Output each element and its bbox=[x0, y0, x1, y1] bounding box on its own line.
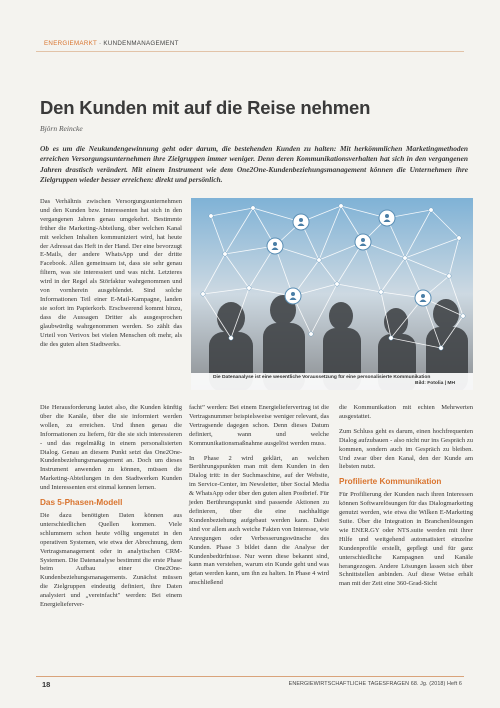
column-3 bbox=[339, 404, 473, 595]
network-node bbox=[251, 206, 255, 210]
paragraph: Die dazu benötigten Daten können aus unterschiedlichen Quellen kommen. Viele schlummern schon heute völlig ungenutzt in den operativen Systemen, wie etwa der Abrechnung, dem Vertragsmanagement oder in analytischen CRM-Systemen. Die Datenanalyse bestimmt die erste Phase beim Aufbau einer One2One-Kundenbeziehungsmanagements. Zunächst müssen die Zielgruppen eindeutig definiert, ihre Daten analysiert und „vereinfacht" werden: Bei einem Energielieferver- bbox=[40, 511, 182, 609]
network-node bbox=[317, 258, 321, 262]
network-illustration bbox=[191, 198, 473, 390]
column-1-bottom bbox=[40, 404, 182, 616]
article-lead: Ob es um die Neukundengewinnung geht oder darum, die bestehenden Kunden zu halten: Mit herkömmlichen Marketingmethoden erreichen Versorgungsunternehmen ihre Zielgruppen immer weniger. Denn deren Kommunikationsverhalten hat sich in den vergangenen Jahren drastisch verändert. Mit einem Instrument wie dem One2One-Kundenbeziehungsmanagement können die Unternehmen ihre Zielgruppen wieder besser erreichen: direkt und persönlich. bbox=[40, 144, 468, 184]
user-node-icon bbox=[355, 234, 371, 250]
network-node bbox=[309, 332, 313, 336]
network-node bbox=[429, 208, 433, 212]
subheading: Das 5-Phasen-Modell bbox=[40, 498, 123, 508]
publication-info: ENERGIEWIRTSCHAFTLICHE TAGESFRAGEN 68. Jg. (2018) Heft 6 bbox=[288, 681, 462, 687]
paragraph: In Phase 2 wird geklärt, an welchen Berührungspunkten man mit dem Kunden in den Dialog tritt: in der Suchmaschine, auf der Website, im Service-Center, im Newsletter, über Social Media & WhatsApp oder über den guten alten Postbrief. Für jeden Berührungspunkt sind passende Aktionen zu definieren, über die eine nachhaltige Kundenbeziehung aufgebaut werden kann. Dabei sind vor allem auch weiche Fakten von Interesse, wie Anregungen oder Verbesserungswünsche des Kunden. Phase 3 bildet dann die Analyse der Kundenbedürfnisse. Nur wenn diese bekannt sind, kann man verstehen, warum ein Kunde geht und was getan werden kann, um ihn zu halten. In Phase 4 wird anschließend bbox=[189, 454, 329, 587]
article-author: Björn Reincke bbox=[40, 124, 83, 133]
section-secondary: · KUNDENMANAGEMENT bbox=[97, 40, 179, 47]
subheading: Profilierte Kommunikation bbox=[339, 477, 442, 487]
network-node bbox=[229, 336, 233, 340]
user-node-icon bbox=[379, 210, 395, 226]
paragraph: Für Profilierung der Kunden nach ihren Interessen können Softwarelösungen für das Dialogmarketing genutzt werden, wie etwa die Wilken E-Marketing Suite. Über die Integration in Branchenlösungen wie ENER.GY oder NTS.suite werden mit ihrer Hilfe und weitgehend automatisiert einzelne Kundenprofile erstellt, gepflegt und für ganz unterschiedliche Kampagnen und Kanäle herangezogen. Andere Lösungen lassen sich über Schnittstellen anbinden. Auf diese Weise erhält man mit der Zeit eine 360-Grad-Sicht bbox=[339, 491, 473, 588]
section-tag bbox=[44, 40, 179, 47]
paragraph: Die Herausforderung lautet also, die Kunden künftig über die Kanäle, über die sie informiert werden wollen, zu erreichen. Und ihnen genau die Informationen zu liefern, für die sie sich interessieren - und das regelmäßig in einem personalisierten Dialog. Genau an diesem Punkt setzt das One2One-Kundenbeziehungsmanagement an. Doch um dieses Instrument anwenden zu können, müssen die Marketing-Abteilungen in den Stadtwerken Kunden und Interessenten erst einmal kennen lernen. bbox=[40, 404, 182, 492]
paragraph: fachtˮ werden: Bei einem Energieliefervertrag ist die Vertragsnummer beispielsweise weniger relevant, das Vertragsende dagegen schon. Denn dieses Datum definiert, wann und welche Kommunikationsmaßnahme ausgelöst werden muss. bbox=[189, 404, 329, 447]
network-node bbox=[201, 292, 205, 296]
footer-rule bbox=[36, 676, 464, 677]
article-title: Den Kunden mit auf die Reise nehmen bbox=[40, 97, 371, 118]
network-node bbox=[447, 274, 451, 278]
network-node bbox=[335, 282, 339, 286]
user-node-icon bbox=[285, 288, 301, 304]
network-node bbox=[457, 236, 461, 240]
article-figure bbox=[191, 198, 473, 390]
figure-caption bbox=[191, 373, 473, 390]
column-1-top bbox=[40, 198, 182, 355]
header-rule bbox=[36, 51, 464, 52]
paragraph: die Kommunikation mit echten Mehrwerten ausgestattet. bbox=[339, 404, 473, 420]
page-number: 18 bbox=[42, 680, 51, 689]
network-node bbox=[339, 204, 343, 208]
network-node bbox=[223, 252, 227, 256]
user-node-icon bbox=[415, 290, 431, 306]
section-primary: ENERGIEMARKT bbox=[44, 40, 97, 47]
user-node-icon bbox=[293, 214, 309, 230]
caption-text: Die Datenanalyse ist eine wesentliche Voraussetzung für eine personalisierte Kommunikation bbox=[213, 375, 431, 380]
network-node bbox=[403, 256, 407, 260]
network-node bbox=[439, 346, 443, 350]
network-node bbox=[389, 336, 393, 340]
network-node bbox=[209, 214, 213, 218]
caption-credit: Bild: Fotolia | MH bbox=[415, 381, 455, 387]
network-node bbox=[247, 286, 251, 290]
network-node bbox=[461, 314, 465, 318]
user-node-icon bbox=[267, 238, 283, 254]
network-node bbox=[379, 290, 383, 294]
column-2 bbox=[189, 404, 329, 594]
paragraph: Zum Schluss geht es darum, einen hochfrequenten Dialog aufzubauen - also nicht nur ins Gespräch zu kommen, sondern auch im Gespräch zu bleiben. Und zwar über den Kanal, den der Kunde am liebsten nutzt. bbox=[339, 427, 473, 471]
paragraph: Das Verhältnis zwischen Versorgungsunternehmen und den Kunden bzw. Interessenten hat sich in den vergangenen Jahren genau umgekehrt. Bestimmte früher die Marketing-Abteilung, über welchen Kanal mit welchen Inhalten kommuniziert wird, hat heute der Adressat das Heft in der Hand. Der eine bevorzugt E-Mails, der andere WhatsApp und der dritte Facebook. Allen gemeinsam ist, dass sie sehr genau filtern, was sie interessiert und was nicht. Letzteres wird in der Regel als Störfaktur wahrgenommen und von vornherein ausgeblendet. Sind solche Informationen Teil einer E-Mail-Kampagne, landen sie sofort im Papierkorb. Erschwerend kommt hinzu, dass die Aussagen Dritter als ausgesprochen glaubwürdig wahrgenommen werden. So zählt das Urteil von Verivox bei vielen Menschen oft mehr, als die des guten alten Stadtwerks. bbox=[40, 198, 182, 348]
